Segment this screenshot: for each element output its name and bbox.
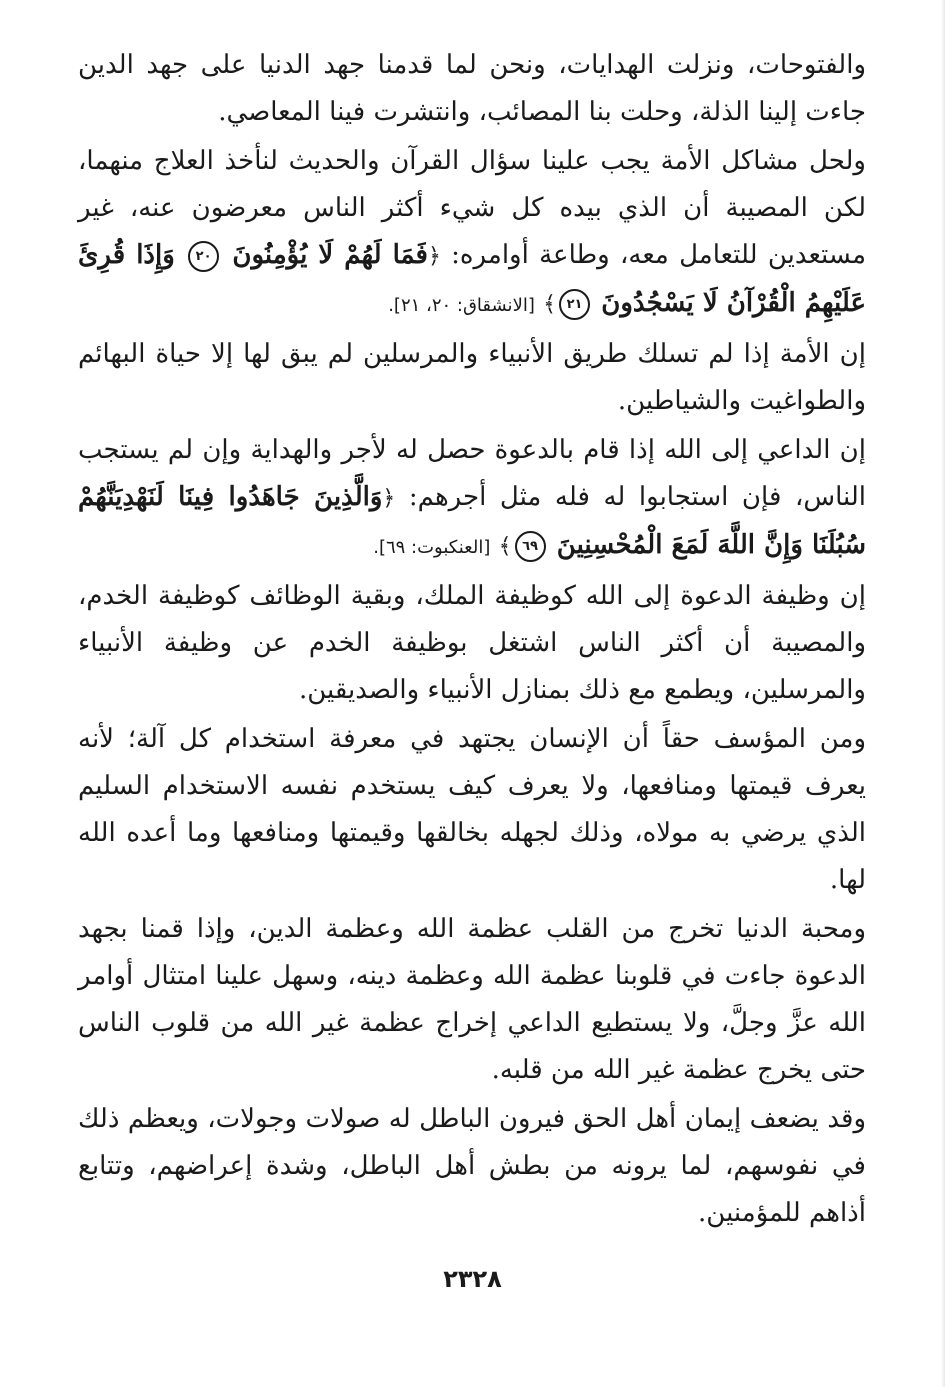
paragraph-5: إن وظيفة الدعوة إلى الله كوظيفة الملك، وبقية الوظائف كوظيفة الخدم، والمصيبة أن أكثر الناس اشتغل بوظيفة الخدم عن وظيفة الأنبياء والمرسلين، ويطمع مع ذلك بمنازل الأنبياء والصديقين. — [78, 581, 866, 705]
paragraph-2-text: ولحل مشاكل الأمة يجب علينا سؤال القرآن والحديث لنأخذ العلاج منهما، لكن المصيبة أن الذي بيده كل شيء أكثر الناس معرضون عنه، غير مستعدين للتعامل معه، وطاعة أوامره: — [78, 146, 867, 270]
paragraph-3: إن الأمة إذا لم تسلك طريق الأنبياء والمرسلين لم يبق لها إلا حياة البهائم والطواغيت والشياطين. — [78, 339, 866, 416]
paragraph-4 — [78, 427, 866, 571]
paragraph-6: ومن المؤسف حقاً أن الإنسان يجتهد في معرفة استخدام كل آلة؛ لأنه يعرف قيمتها ومنافعها، ولا يعرف كيف يستخدم نفسه الاستخدام السليم الذي يرضي به مولاه، وذلك لجهله بخالقها وقيمتها ومنافعها وما أعده الله لها. — [78, 724, 866, 895]
quran-open-bracket: ﴿ — [382, 486, 396, 511]
quran-verse-21: وَإِذَا قُرِئَ عَلَيْهِمُ الْقُرْآنُ لَا يَسْجُدُونَ — [78, 240, 866, 318]
quran-verse-20: فَمَا لَهُمْ لَا يُؤْمِنُونَ — [232, 240, 428, 270]
page-number: ٢٣٢٨ — [443, 1265, 502, 1293]
page-body — [78, 42, 866, 1239]
paragraph-8: وقد يضعف إيمان أهل الحق فيرون الباطل له صولات وجولات، ويعظم ذلك في نفوسهم، لما يرونه من بطش أهل الباطل، وشدة إعراضهم، وتتابع أذاهم للمؤمنين. — [78, 1104, 866, 1228]
surah-reference: [العنكبوت: ٦٩]. — [373, 537, 491, 558]
paragraph-4-text: إن الداعي إلى الله إذا قام بالدعوة حصل له لأجر والهداية وإن لم يستجب الناس، فإن استجابوا له فله مثل أجرهم: — [78, 435, 866, 512]
scan-edge — [941, 0, 945, 1387]
ayah-number-69: ٦٩ — [515, 531, 546, 562]
quran-close-bracket: ﴾ — [498, 534, 512, 559]
paragraph-1: والفتوحات، ونزلت الهدايات، ونحن لما قدمنا جهد الدنيا على جهد الدين جاءت إلينا الذلة، وحلت بنا المصائب، وانتشرت فينا المعاصي. — [78, 50, 866, 127]
quran-close-bracket: ﴾ — [543, 292, 557, 317]
ayah-number-21: ٢١ — [559, 289, 590, 320]
quran-open-bracket: ﴿ — [427, 244, 441, 269]
paragraph-2 — [78, 138, 866, 329]
surah-reference: [الانشقاق: ٢٠، ٢١]. — [388, 295, 535, 316]
paragraph-7: ومحبة الدنيا تخرج من القلب عظمة الله وعظمة الدين، وإذا قمنا بجهد الدعوة جاءت في قلوبنا عظمة الله وعظمة دينه، وسهل علينا امتثال أوامر الله عزَّ وجلَّ، ولا يستطيع الداعي إخراج عظمة غير الله من قلوب الناس حتى يخرج عظمة غير الله من قلبه. — [78, 914, 866, 1085]
ayah-number-20: ٢٠ — [188, 241, 219, 272]
quran-verse-69: وَالَّذِينَ جَاهَدُوا فِينَا لَنَهْدِيَنَّهُمْ سُبُلَنَا وَإِنَّ اللَّهَ لَمَعَ الْمُحْسِنِينَ — [78, 482, 866, 560]
